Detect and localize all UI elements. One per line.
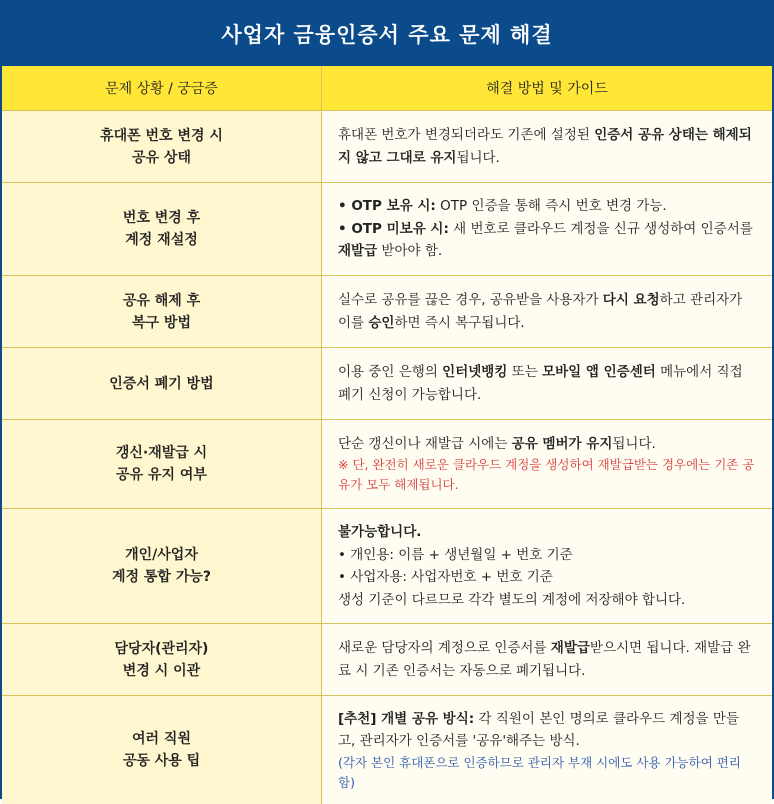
solution-cell: • OTP 보유 시: OTP 인증을 통해 즉시 번호 변경 가능. • OTP 미보유 시: 새 번호로 클라우드 계정을 신규 생성하여 인증서를 재발급 받아야 함. xyxy=(322,183,772,275)
table-row xyxy=(2,509,772,624)
info-note: (각자 본인 휴대폰으로 인증하므로 관리자 부재 시에도 사용 가능하여 편리함) xyxy=(338,754,741,790)
problem-cell: 공유 해제 후 복구 방법 xyxy=(2,276,322,347)
problem-cell: 휴대폰 번호 변경 시 공유 상태 xyxy=(2,111,322,182)
header-problem: 문제 상황 / 궁금증 xyxy=(2,66,322,110)
solution-cell: 불가능합니다. • 개인용: 이름 + 생년월일 + 번호 기준 • 사업자용: 사업자번호 + 번호 기준 생성 기준이 다르므로 각각 별도의 계정에 저장해야 합니다. xyxy=(322,509,772,623)
problem-cell: 개인/사업자 계정 통합 가능? xyxy=(2,509,322,623)
solution-cell: 휴대폰 번호가 변경되더라도 기존에 설정된 인증서 공유 상태는 해제되지 않고 그대로 유지됩니다. xyxy=(322,111,772,182)
solution-cell: 이용 중인 은행의 인터넷뱅킹 또는 모바일 앱 인증센터 메뉴에서 직접 폐기 신청이 가능합니다. xyxy=(322,348,772,419)
problem-cell: 갱신·재발급 시 공유 유지 여부 xyxy=(2,420,322,508)
table-row xyxy=(2,348,772,420)
table-row xyxy=(2,624,772,696)
header-solution: 해결 방법 및 가이드 xyxy=(486,81,608,97)
table-row xyxy=(2,276,772,348)
solution-cell: 새로운 담당자의 계정으로 인증서를 재발급받으시면 됩니다. 재발급 완료 시 기존 인증서는 자동으로 폐기됩니다. xyxy=(322,624,772,695)
problem-cell: 인증서 폐기 방법 xyxy=(2,348,322,419)
page-title: 사업자 금융인증서 주요 문제 해결 xyxy=(2,2,772,66)
solution-cell: 실수로 공유를 끊은 경우, 공유받을 사용자가 다시 요청하고 관리자가 이를 승인하면 즉시 복구됩니다. xyxy=(322,276,772,347)
problem-cell: 담당자(관리자) 변경 시 이관 xyxy=(2,624,322,695)
solution-cell: 단순 갱신이나 재발급 시에는 공유 멤버가 유지됩니다. ※ 단, 완전히 새로운 클라우드 계정을 생성하여 재발급받는 경우에는 기존 공유가 모두 해제됩니다. xyxy=(322,420,772,508)
problem-cell: 번호 변경 후 계정 재설정 xyxy=(2,183,322,275)
table-row xyxy=(2,696,772,804)
solution-cell: [추천] 개별 공유 방식: 각 직원이 본인 명의로 클라우드 계정을 만들고, 관리자가 인증서를 '공유'해주는 방식. (각자 본인 휴대폰으로 인증하므로 관리자 부재 시에도 사용 가능하여 편리함) xyxy=(322,696,772,804)
table-row xyxy=(2,111,772,183)
problem-cell: 여러 직원 공동 사용 팁 xyxy=(2,696,322,804)
warning-note: ※ 단, 완전히 새로운 클라우드 계정을 생성하여 재발급받는 경우에는 기존 공유가 모두 해제됩니다. xyxy=(338,457,755,493)
table-header xyxy=(2,66,772,111)
table-row xyxy=(2,183,772,276)
table-row xyxy=(2,420,772,509)
